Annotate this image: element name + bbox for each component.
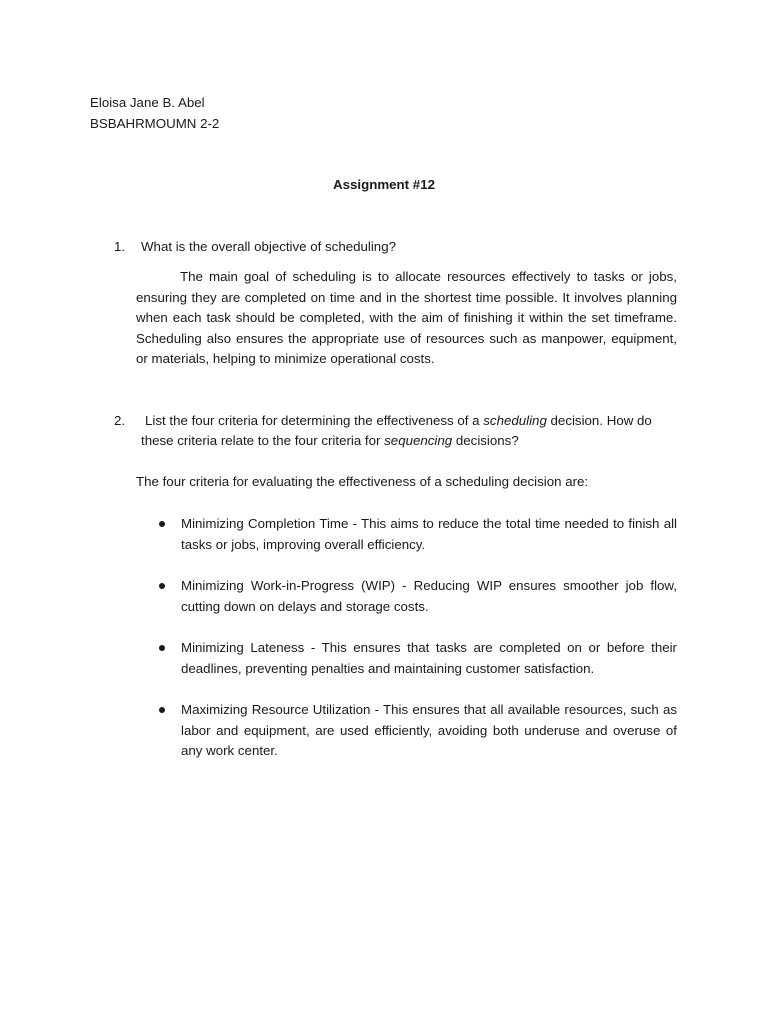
question-2-text-a: List the four criteria for determining the effectiveness of a xyxy=(145,413,484,428)
criteria-text: Minimizing Completion Time - This aims to reduce the total time needed to finish all tasks or jobs, improving overall efficiency. xyxy=(181,516,677,552)
question-2-intro: The four criteria for evaluating the effectiveness of a scheduling decision are: xyxy=(136,474,589,489)
question-2-emphasis-sequencing: sequencing xyxy=(384,433,453,448)
question-2-emphasis-scheduling: scheduling xyxy=(483,413,547,428)
question-1-answer: The main goal of scheduling is to allocate resources effectively to tasks or jobs, ensuring they are completed on time and in the shortest time possible. It involves planning when each task should be completed, with the aim of finishing it within the set timeframe. Scheduling also ensures the appropriate use of resources such as manpower, equipment, or materials, helping to minimize operational costs. xyxy=(136,269,677,366)
bullet-icon xyxy=(159,583,165,589)
bullet-icon xyxy=(159,707,165,713)
question-2-text-b: decision. How do xyxy=(546,413,652,428)
question-1-number: 1. xyxy=(114,239,126,254)
question-2-text-line-2 xyxy=(141,431,519,452)
author-section: BSBAHRMOUMN 2-2 xyxy=(90,116,220,131)
bullet-icon xyxy=(159,645,165,651)
question-2-text-c: these criteria relate to the four criteria for xyxy=(141,433,385,448)
author-name: Eloisa Jane B. Abel xyxy=(90,95,205,110)
criteria-text: Minimizing Work-in-Progress (WIP) - Reducing WIP ensures smoother job flow, cutting down on delays and storage costs. xyxy=(181,578,677,614)
bullet-icon xyxy=(159,521,165,527)
criteria-text: Minimizing Lateness - This ensures that tasks are completed on or before their deadlines, preventing penalties and maintaining customer satisfaction. xyxy=(181,640,677,676)
question-1-text: What is the overall objective of scheduling? xyxy=(141,239,396,254)
question-2-text-d: decisions? xyxy=(452,433,519,448)
question-2-number: 2. xyxy=(114,413,126,428)
document-title: Assignment #12 xyxy=(333,177,435,192)
question-2-text-line-1 xyxy=(145,411,652,432)
criteria-text: Maximizing Resource Utilization - This ensures that all available resources, such as labor and equipment, are used efficiently, avoiding both underuse and overuse of any work center. xyxy=(181,702,677,758)
